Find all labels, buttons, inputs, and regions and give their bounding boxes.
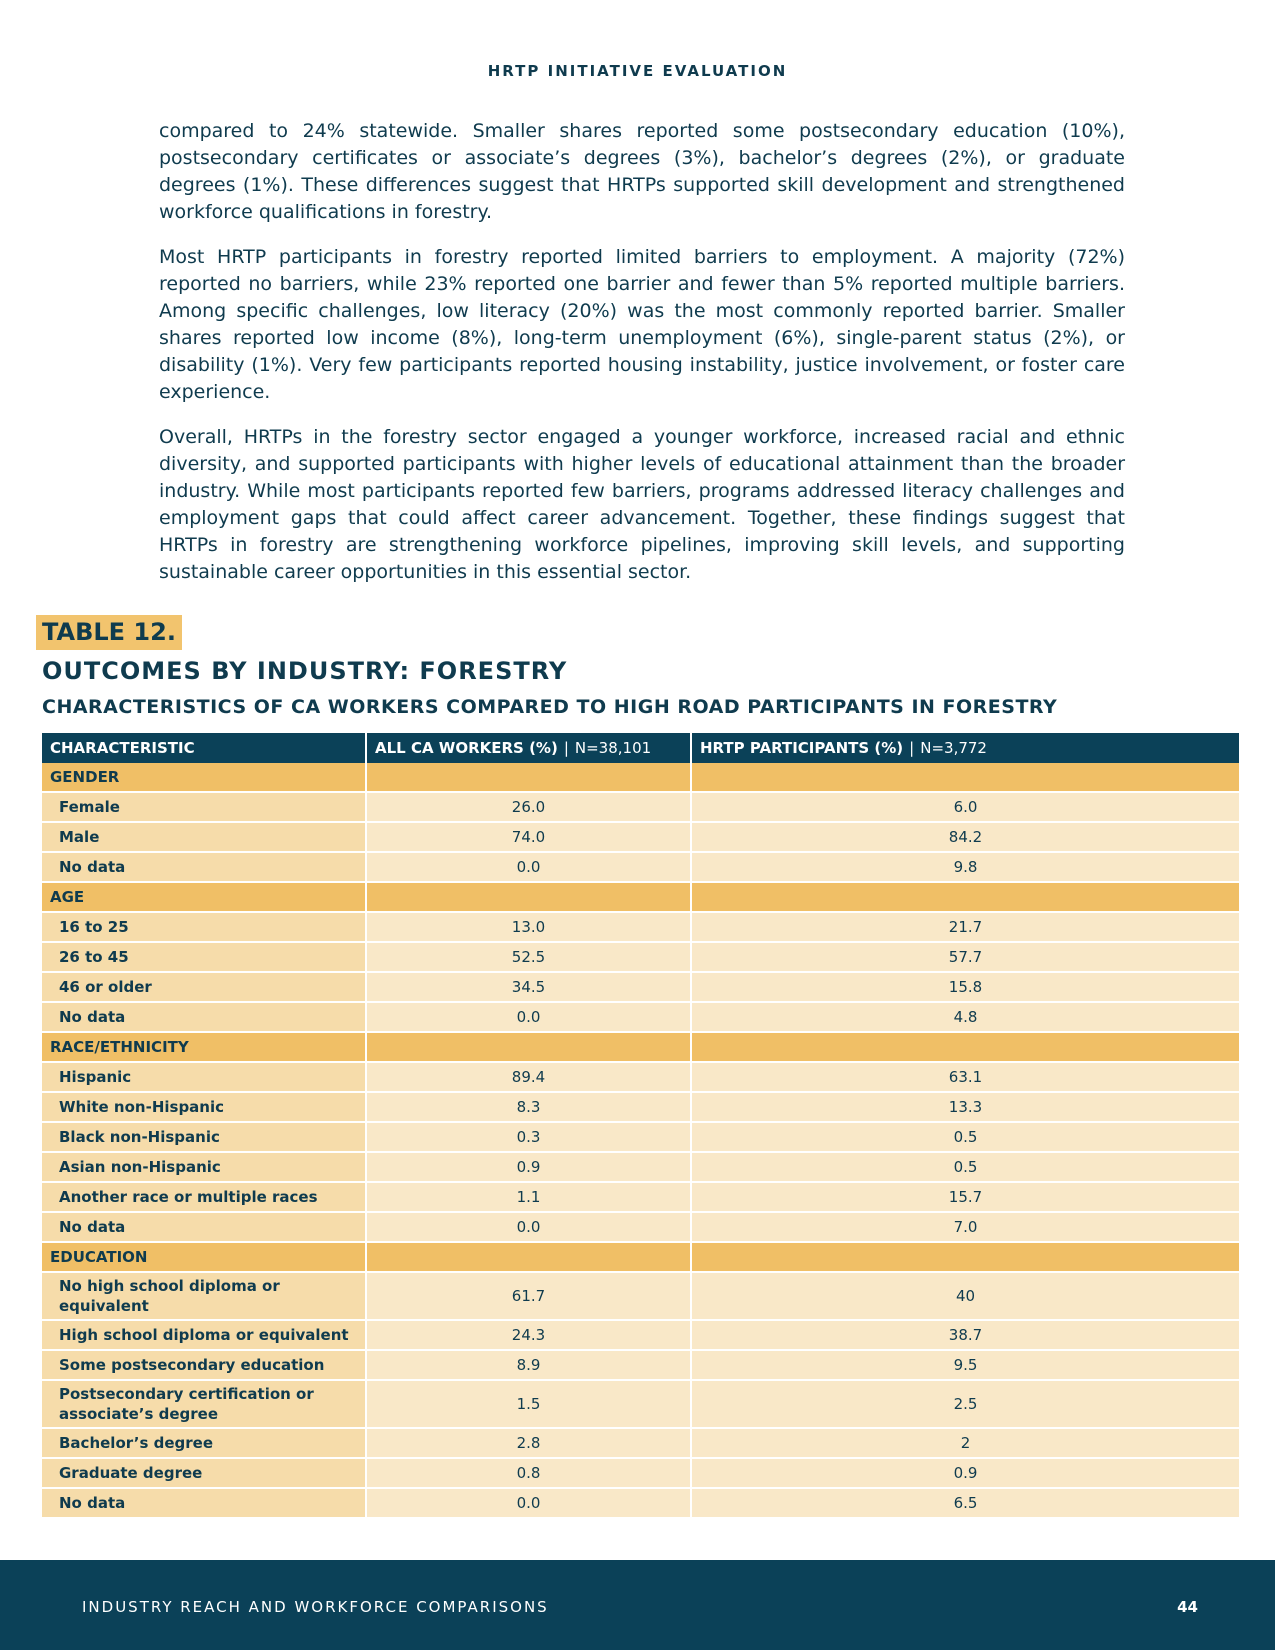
ca-workers-value: 0.0 bbox=[366, 1002, 691, 1032]
hrtp-value: 2 bbox=[691, 1428, 1240, 1458]
header-label: HRTP PARTICIPANTS (%) bbox=[700, 739, 904, 757]
hrtp-value: 4.8 bbox=[691, 1002, 1240, 1032]
table-row bbox=[42, 1002, 1240, 1032]
table-row bbox=[42, 1122, 1240, 1152]
ca-workers-value: 0.3 bbox=[366, 1122, 691, 1152]
table-row bbox=[42, 822, 1240, 852]
table-row bbox=[42, 972, 1240, 1002]
header-separator: | bbox=[563, 739, 569, 757]
row-label: Male bbox=[42, 822, 366, 852]
ca-workers-value: 74.0 bbox=[366, 822, 691, 852]
row-label: Female bbox=[42, 792, 366, 822]
group-row-race-ethnicity bbox=[42, 1032, 1240, 1062]
hrtp-value: 21.7 bbox=[691, 912, 1240, 942]
hrtp-value: 0.5 bbox=[691, 1152, 1240, 1182]
ca-workers-value: 26.0 bbox=[366, 792, 691, 822]
header-all-ca-workers bbox=[366, 733, 691, 763]
ca-workers-value: 0.0 bbox=[366, 1488, 691, 1518]
table-row bbox=[42, 1062, 1240, 1092]
row-label: White non-Hispanic bbox=[42, 1092, 366, 1122]
paragraph: Most HRTP participants in forestry reported limited barriers to employment. A majority (72%) reported no barriers, while 23% reported one barrier and fewer than 5% reported multiple barriers. Among specific challenges, low literacy (20%) was the most commonly reported barrier. Smaller shares reported low income (8%), long-term unemployment (6%), single-parent status (2%), or disability (1%). Very few participants reported housing instability, justice involvement, or foster care experience. bbox=[159, 246, 1125, 403]
row-label: Bachelor’s degree bbox=[42, 1428, 366, 1458]
table-row bbox=[42, 1320, 1240, 1350]
row-label: Asian non-Hispanic bbox=[42, 1152, 366, 1182]
page-footer bbox=[0, 1560, 1275, 1650]
header-sample-size: N=3,772 bbox=[920, 739, 987, 757]
ca-workers-value: 13.0 bbox=[366, 912, 691, 942]
row-label: 16 to 25 bbox=[42, 912, 366, 942]
hrtp-value: 0.5 bbox=[691, 1122, 1240, 1152]
header-label: ALL CA WORKERS (%) bbox=[375, 739, 558, 757]
ca-workers-value: 34.5 bbox=[366, 972, 691, 1002]
group-label: GENDER bbox=[42, 763, 366, 792]
table-title: OUTCOMES BY INDUSTRY: FORESTRY bbox=[42, 657, 568, 685]
ca-workers-value: 0.0 bbox=[366, 852, 691, 882]
group-label: RACE/ETHNICITY bbox=[42, 1032, 366, 1062]
hrtp-value: 6.0 bbox=[691, 792, 1240, 822]
ca-workers-value: 8.9 bbox=[366, 1350, 691, 1380]
hrtp-value: 40 bbox=[691, 1272, 1240, 1320]
table-row bbox=[42, 1380, 1240, 1428]
paragraph: Overall, HRTPs in the forestry sector engaged a younger workforce, increased racial and ethnic diversity, and supported participants with higher levels of educational attainment than the broader industry. While most participants reported few barriers, programs addressed literacy challenges and employment gaps that could affect career advancement. Together, these findings suggest that HRTPs in forestry are strengthening workforce pipelines, improving skill levels, and supporting sustainable career opportunities in this essential sector. bbox=[159, 426, 1125, 583]
hrtp-value: 15.7 bbox=[691, 1182, 1240, 1212]
ca-workers-value: 89.4 bbox=[366, 1062, 691, 1092]
ca-workers-value: 1.1 bbox=[366, 1182, 691, 1212]
table-row bbox=[42, 1272, 1240, 1320]
table-row bbox=[42, 1182, 1240, 1212]
ca-workers-value: 1.5 bbox=[366, 1380, 691, 1428]
ca-workers-value: 52.5 bbox=[366, 942, 691, 972]
header-separator: | bbox=[909, 739, 915, 757]
row-label: 26 to 45 bbox=[42, 942, 366, 972]
table-row bbox=[42, 1488, 1240, 1518]
page-number: 44 bbox=[1177, 1598, 1198, 1616]
row-label: 46 or older bbox=[42, 972, 366, 1002]
group-label: AGE bbox=[42, 882, 366, 912]
hrtp-value: 13.3 bbox=[691, 1092, 1240, 1122]
group-label: EDUCATION bbox=[42, 1242, 366, 1272]
table-row bbox=[42, 1092, 1240, 1122]
group-row-education bbox=[42, 1242, 1240, 1272]
row-label: No data bbox=[42, 1212, 366, 1242]
paragraph: compared to 24% statewide. Smaller shares reported some postsecondary education (10%), postsecondary certificates or associate’s degrees (3%), bachelor’s degrees (2%), or graduate degrees (1%). These differences suggest that HRTPs supported skill development and strengthened workforce qualifications in forestry. bbox=[159, 120, 1125, 223]
hrtp-value: 2.5 bbox=[691, 1380, 1240, 1428]
ca-workers-value: 0.0 bbox=[366, 1212, 691, 1242]
group-row-gender bbox=[42, 763, 1240, 792]
ca-workers-value: 0.8 bbox=[366, 1458, 691, 1488]
ca-workers-value: 2.8 bbox=[366, 1428, 691, 1458]
body-text bbox=[159, 118, 1125, 604]
hrtp-value: 0.9 bbox=[691, 1458, 1240, 1488]
ca-workers-value: 61.7 bbox=[366, 1272, 691, 1320]
table-row bbox=[42, 1428, 1240, 1458]
hrtp-value: 6.5 bbox=[691, 1488, 1240, 1518]
hrtp-value: 63.1 bbox=[691, 1062, 1240, 1092]
ca-workers-value: 8.3 bbox=[366, 1092, 691, 1122]
ca-workers-value: 0.9 bbox=[366, 1152, 691, 1182]
row-label: Some postsecondary education bbox=[42, 1350, 366, 1380]
table-row bbox=[42, 1350, 1240, 1380]
hrtp-value: 57.7 bbox=[691, 942, 1240, 972]
table-row bbox=[42, 1458, 1240, 1488]
table-row bbox=[42, 792, 1240, 822]
table-row bbox=[42, 912, 1240, 942]
header-characteristic: CHARACTERISTIC bbox=[42, 733, 366, 763]
table-row bbox=[42, 1152, 1240, 1182]
running-header: HRTP INITIATIVE EVALUATION bbox=[487, 62, 788, 80]
hrtp-value: 84.2 bbox=[691, 822, 1240, 852]
row-label: No data bbox=[42, 1002, 366, 1032]
footer-section-title: INDUSTRY REACH AND WORKFORCE COMPARISONS bbox=[82, 1598, 549, 1616]
row-label: No high school diploma or equivalent bbox=[42, 1272, 366, 1320]
row-label: Graduate degree bbox=[42, 1458, 366, 1488]
table-header-row bbox=[42, 733, 1240, 763]
row-label: No data bbox=[42, 852, 366, 882]
row-label: Hispanic bbox=[42, 1062, 366, 1092]
table-number: TABLE 12. bbox=[36, 615, 182, 650]
row-label: No data bbox=[42, 1488, 366, 1518]
hrtp-value: 38.7 bbox=[691, 1320, 1240, 1350]
table-row bbox=[42, 1212, 1240, 1242]
hrtp-value: 7.0 bbox=[691, 1212, 1240, 1242]
row-label: Postsecondary certification or associate’s degree bbox=[42, 1380, 366, 1428]
row-label: Another race or multiple races bbox=[42, 1182, 366, 1212]
table-row bbox=[42, 852, 1240, 882]
table-row bbox=[42, 942, 1240, 972]
group-row-age bbox=[42, 882, 1240, 912]
ca-workers-value: 24.3 bbox=[366, 1320, 691, 1350]
characteristics-table bbox=[42, 733, 1241, 1519]
row-label: Black non-Hispanic bbox=[42, 1122, 366, 1152]
row-label: High school diploma or equivalent bbox=[42, 1320, 366, 1350]
header-sample-size: N=38,101 bbox=[574, 739, 652, 757]
hrtp-value: 15.8 bbox=[691, 972, 1240, 1002]
hrtp-value: 9.8 bbox=[691, 852, 1240, 882]
hrtp-value: 9.5 bbox=[691, 1350, 1240, 1380]
table-subtitle: CHARACTERISTICS OF CA WORKERS COMPARED TO HIGH ROAD PARTICIPANTS IN FORESTRY bbox=[42, 696, 1058, 718]
header-hrtp-participants bbox=[691, 733, 1240, 763]
